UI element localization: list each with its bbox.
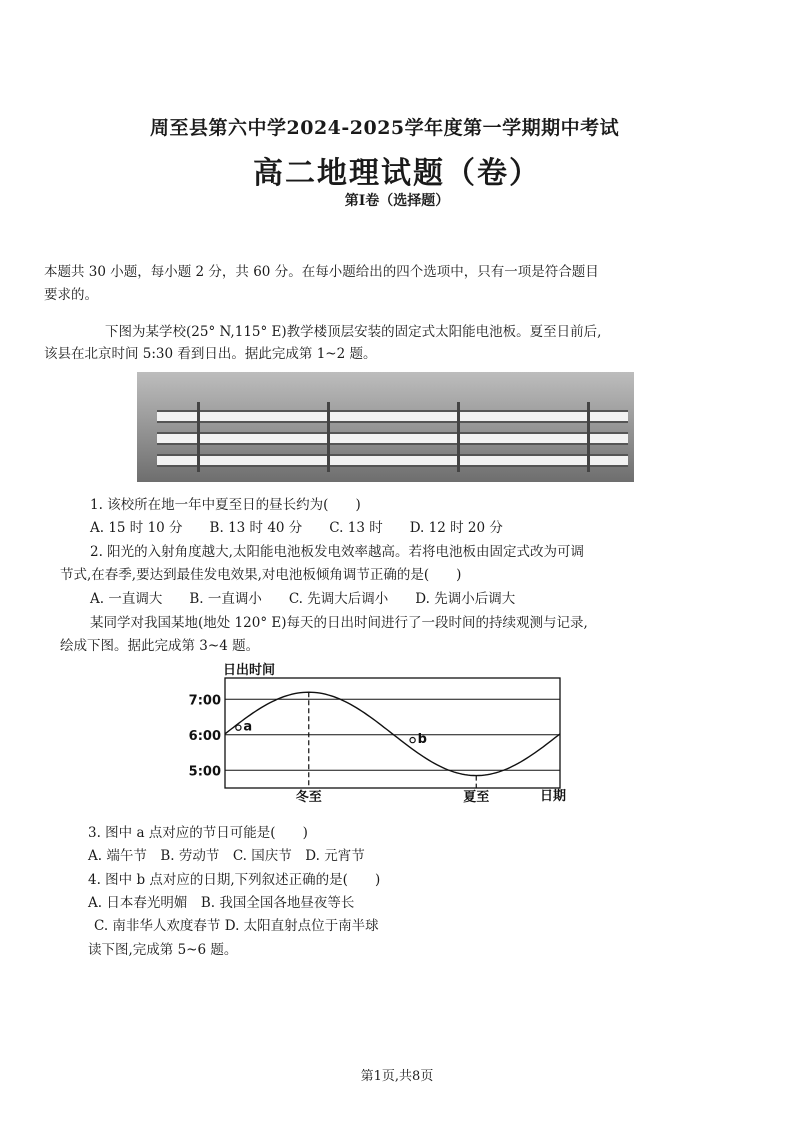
question-1-stem: 1. 该校所在地一年中夏至日的昼长约为( ) — [90, 497, 361, 513]
x-tick-label: 冬至 — [295, 790, 322, 805]
chart-points — [236, 720, 427, 747]
sunrise-curve — [225, 692, 560, 775]
page-footer: 第1页,共8页 — [360, 1069, 434, 1084]
chart-markers — [309, 692, 477, 788]
question-3-stem: 3. 图中 a 点对应的节日可能是( ) — [88, 825, 308, 841]
question-2-stem-1: 2. 阳光的入射角度越大,太阳能电池板发电效率越高。若将电池板由固定式改为可调 — [90, 544, 584, 560]
x-tick-label: 夏至 — [463, 790, 490, 805]
question-2-stem-2: 节式,在春季,要达到最佳发电效果,对电池板倾角调节正确的是( ) — [60, 567, 462, 583]
page-title: 高二地理试题（卷） — [253, 156, 541, 191]
point-label-a: a — [243, 719, 253, 735]
chart-x-tick-labels — [296, 789, 490, 805]
part-heading: 第Ⅰ卷（选择题） — [344, 193, 450, 209]
question-1-options: A. 15 时 10 分 B. 13 时 40 分 C. 13 时 D. 12 时 20 分 — [90, 520, 503, 536]
question-3-options: A. 端午节 B. 劳动节 C. 国庆节 D. 元宵节 — [88, 848, 365, 864]
chart-x-axis-label: 日期 — [540, 789, 567, 804]
y-tick-label: 6:00 — [188, 728, 221, 744]
instructions-line-1: 本题共 30 小题，每小题 2 分，共 60 分。在每小题给出的四个选项中，只有一项是符合题目 — [44, 264, 599, 280]
y-tick-label: 5:00 — [188, 764, 221, 780]
sunrise-time-chart — [175, 660, 615, 808]
point-b — [410, 737, 415, 742]
chart-axes — [225, 678, 560, 788]
school-exam-heading: 周至县第六中学2024-2025学年度第一学期期中考试 — [150, 117, 620, 139]
passage-1-line-1: 下图为某学校(25° N,115° E)教学楼顶层安装的固定式太阳能电池板。夏至日前后, — [105, 324, 602, 340]
question-2-options: A. 一直调大 B. 一直调小 C. 先调大后调小 D. 先调小后调大 — [90, 591, 516, 607]
chart-y-axis-label: 日出时间 — [223, 663, 276, 678]
question-4-options-2: C. 南非华人欢度春节 D. 太阳直射点位于南半球 — [94, 918, 379, 934]
passage-2-line-2: 绘成下图。据此完成第 3~4 题。 — [60, 638, 260, 654]
passage-3: 读下图,完成第 5~6 题。 — [88, 942, 238, 958]
question-4-options-1: A. 日本春光明媚 B. 我国全国各地昼夜等长 — [88, 895, 355, 911]
y-tick-label: 7:00 — [188, 693, 221, 709]
passage-1-line-2: 该县在北京时间 5:30 看到日出。据此完成第 1~2 题。 — [44, 346, 377, 362]
passage-2-line-1: 某同学对我国某地(地处 120° E)每天的日出时间进行了一段时间的持续观测与记录, — [90, 615, 588, 631]
instructions-line-2: 要求的。 — [44, 287, 98, 303]
chart-frame — [225, 678, 560, 788]
question-4-stem: 4. 图中 b 点对应的日期,下列叙述正确的是( ) — [88, 872, 381, 888]
point-a — [236, 725, 241, 730]
solar-panel-photo — [137, 372, 634, 482]
chart-y-tick-labels — [189, 693, 221, 779]
point-label-b: b — [417, 732, 427, 748]
